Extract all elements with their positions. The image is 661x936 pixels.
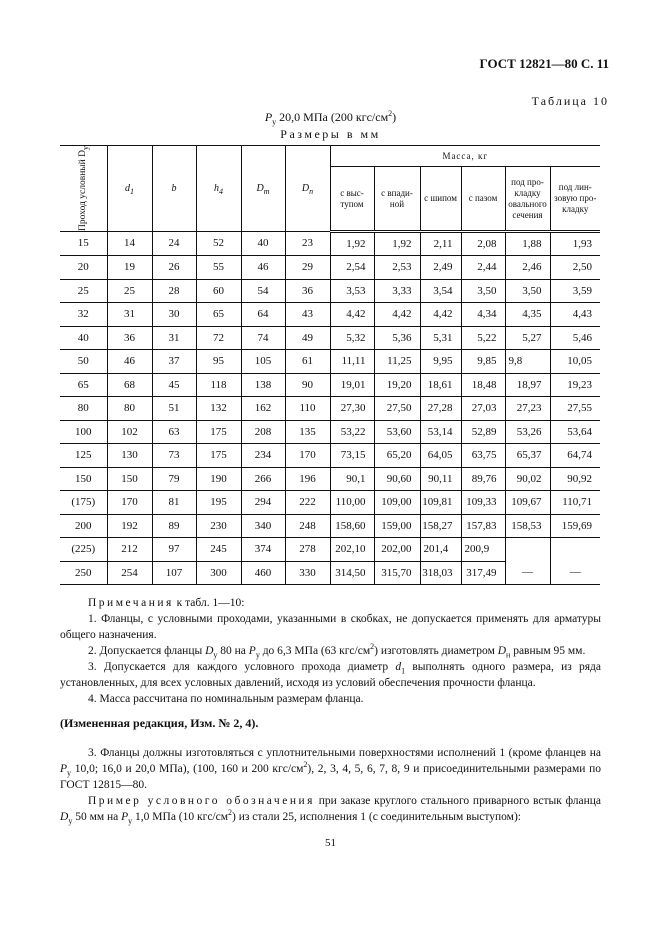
table-cell: 52 xyxy=(196,231,241,256)
table-cell: 26 xyxy=(152,256,196,280)
table-cell: 248 xyxy=(285,514,330,538)
table-cell: 2,53 xyxy=(374,256,420,280)
amendment-note: (Измененная редакция, Изм. № 2, 4). xyxy=(60,716,259,731)
table-cell: 196 xyxy=(285,467,330,491)
table-cell: 43 xyxy=(285,303,330,327)
table-cell: 105 xyxy=(241,350,285,374)
table-cell: 61 xyxy=(285,350,330,374)
table-cell: 27,50 xyxy=(374,397,420,421)
table-row xyxy=(60,279,600,303)
table-cell: 2,54 xyxy=(330,256,374,280)
header-dm: $D_m$ xyxy=(241,146,285,232)
table-cell: 4,42 xyxy=(374,303,420,327)
table-cell: 245 xyxy=(196,538,241,562)
table-cell: 80 xyxy=(60,397,107,421)
table-cell: 5,27 xyxy=(505,326,550,350)
table-cell: 25 xyxy=(107,279,152,303)
table-cell: 30 xyxy=(152,303,196,327)
header-b: b xyxy=(152,146,196,232)
table-cell: 317,49 xyxy=(461,561,505,585)
table-cell: 60 xyxy=(196,279,241,303)
table-cell: (225) xyxy=(60,538,107,562)
table-cell: 45 xyxy=(152,373,196,397)
table-cell: 135 xyxy=(285,420,330,444)
table-cell: 89,76 xyxy=(461,467,505,491)
pressure-symbol: P xyxy=(264,110,273,124)
table-cell: 125 xyxy=(60,444,107,468)
pressure-sub: y xyxy=(272,117,277,127)
table-cell: 53,14 xyxy=(420,420,461,444)
table-cell: 250 xyxy=(60,561,107,585)
table-cell: 109,00 xyxy=(374,491,420,515)
table-cell: 294 xyxy=(241,491,285,515)
pressure-sup: 2 xyxy=(388,109,393,118)
table-cell: 1,92 xyxy=(374,231,420,256)
merged-dash-cell: — xyxy=(505,538,550,585)
table-cell: 64,05 xyxy=(420,444,461,468)
table-cell: 3,33 xyxy=(374,279,420,303)
table-cell: 175 xyxy=(196,444,241,468)
table-cell: 3,50 xyxy=(505,279,550,303)
table-cell: 158,27 xyxy=(420,514,461,538)
table-row xyxy=(60,256,600,280)
table-cell: 18,48 xyxy=(461,373,505,397)
table-cell: 315,70 xyxy=(374,561,420,585)
table-cell: 109,67 xyxy=(505,491,550,515)
table-cell: 14 xyxy=(107,231,152,256)
table-cell: 90,1 xyxy=(330,467,374,491)
table-cell: 37 xyxy=(152,350,196,374)
table-cell: 3,50 xyxy=(461,279,505,303)
table-cell: 19,01 xyxy=(330,373,374,397)
table-row xyxy=(60,397,600,421)
table-cell: 24 xyxy=(152,231,196,256)
table-cell: 5,46 xyxy=(550,326,600,350)
table-row xyxy=(60,350,600,374)
table-cell: 1,93 xyxy=(550,231,600,256)
table-cell: 49 xyxy=(285,326,330,350)
table-cell: 150 xyxy=(60,467,107,491)
table-cell: 201,4 xyxy=(420,538,461,562)
table-cell: 330 xyxy=(285,561,330,585)
table-cell: 192 xyxy=(107,514,152,538)
table-cell: 118 xyxy=(196,373,241,397)
table-cell: 46 xyxy=(107,350,152,374)
table-label: Таблица 10 xyxy=(531,94,609,108)
header-mass-col: с впади-ной xyxy=(374,167,420,232)
table-cell: 102 xyxy=(107,420,152,444)
table-row xyxy=(60,514,600,538)
table-cell: 1,92 xyxy=(330,231,374,256)
table-cell: 162 xyxy=(241,397,285,421)
table-cell: 9,8 xyxy=(505,350,550,374)
table-cell: 32 xyxy=(60,303,107,327)
table-cell: 27,23 xyxy=(505,397,550,421)
table-cell: 53,26 xyxy=(505,420,550,444)
table-cell: 3,59 xyxy=(550,279,600,303)
table-cell: 5,32 xyxy=(330,326,374,350)
table-cell: 36 xyxy=(107,326,152,350)
note-4: 4. Масса рассчитана по номинальным размерам фланца. xyxy=(88,693,364,706)
table-cell: 74 xyxy=(241,326,285,350)
table-cell: 150 xyxy=(107,467,152,491)
table-cell: 63,75 xyxy=(461,444,505,468)
table-cell: 65 xyxy=(196,303,241,327)
table-row xyxy=(60,444,600,468)
table-cell: 97 xyxy=(152,538,196,562)
table-cell: 53,22 xyxy=(330,420,374,444)
header-dn: $D_n$ xyxy=(285,146,330,232)
table-cell: 19,23 xyxy=(550,373,600,397)
table-cell: 202,10 xyxy=(330,538,374,562)
table-cell: 110,71 xyxy=(550,491,600,515)
notes-title-rest: к табл. 1—10: xyxy=(173,597,245,610)
table-cell: 52,89 xyxy=(461,420,505,444)
table-cell: 109,81 xyxy=(420,491,461,515)
table-cell: 3,53 xyxy=(330,279,374,303)
table-cell: 72 xyxy=(196,326,241,350)
header-h4: $h_4$ xyxy=(196,146,241,232)
table-row xyxy=(60,231,600,256)
table-cell: 53,60 xyxy=(374,420,420,444)
table-cell: 65,20 xyxy=(374,444,420,468)
table-cell: 4,35 xyxy=(505,303,550,327)
merged-dash-cell: — xyxy=(550,538,600,585)
table-cell: 90,02 xyxy=(505,467,550,491)
table-cell: 2,44 xyxy=(461,256,505,280)
table-cell: 4,34 xyxy=(461,303,505,327)
main-text xyxy=(60,745,601,825)
table-row xyxy=(60,491,600,515)
table-row xyxy=(60,303,600,327)
notes-title: Примечания xyxy=(88,597,174,610)
table-cell: 25 xyxy=(60,279,107,303)
table-cell: 19,20 xyxy=(374,373,420,397)
table-cell: 29 xyxy=(285,256,330,280)
table-cell: 175 xyxy=(196,420,241,444)
table-cell: 11,11 xyxy=(330,350,374,374)
paragraph-3: 3. Фланцы должны изготовляться с уплотнительными поверхностями исполнений 1 (кроме фланцев на $P_y$ 10,0; 16,0 и 20,0 МПа), (100, 160 и 200 кгс/$см^2$), 2, 3, 4, 5, 6, 7, 8, 9 и присоединительными размерами по ГОСТ 12815—80. xyxy=(60,747,601,792)
table-cell: 314,50 xyxy=(330,561,374,585)
table-cell: 212 xyxy=(107,538,152,562)
table-row xyxy=(60,538,600,562)
table-cell: 31 xyxy=(107,303,152,327)
table-cell: 64,74 xyxy=(550,444,600,468)
table-cell: 90,92 xyxy=(550,467,600,491)
table-cell: 73 xyxy=(152,444,196,468)
table-cell: 190 xyxy=(196,467,241,491)
table-cell: 51 xyxy=(152,397,196,421)
table-cell: 2,49 xyxy=(420,256,461,280)
table-row xyxy=(60,373,600,397)
table-cell: 46 xyxy=(241,256,285,280)
header-dy: Проход условный $D_y$ xyxy=(60,146,107,232)
table-cell: 63 xyxy=(152,420,196,444)
table-units-caption: Размеры в мм xyxy=(280,127,381,141)
table-cell: 27,30 xyxy=(330,397,374,421)
table-cell: 2,50 xyxy=(550,256,600,280)
table-cell: 200 xyxy=(60,514,107,538)
table-cell: 1,88 xyxy=(505,231,550,256)
table-cell: 374 xyxy=(241,538,285,562)
table-cell: 195 xyxy=(196,491,241,515)
table-cell: 208 xyxy=(241,420,285,444)
table-cell: 340 xyxy=(241,514,285,538)
table-cell: 27,55 xyxy=(550,397,600,421)
table-cell: 4,42 xyxy=(330,303,374,327)
notes xyxy=(60,595,601,731)
table-cell: 100 xyxy=(60,420,107,444)
table-cell: 158,60 xyxy=(330,514,374,538)
table-cell: 300 xyxy=(196,561,241,585)
table-cell: 157,83 xyxy=(461,514,505,538)
table-cell: 18,97 xyxy=(505,373,550,397)
table-cell: 53,64 xyxy=(550,420,600,444)
table-cell: 73,15 xyxy=(330,444,374,468)
note-3: 3. Допускается для каждого условного прохода диаметр $d_1$ выполнять одного размера, из ряда установленных, для всех условных давлений, исходя из условий обеспечения прочности фланца. xyxy=(60,661,601,690)
table-cell: 27,28 xyxy=(420,397,461,421)
table-cell: 159,69 xyxy=(550,514,600,538)
pressure-close: ) xyxy=(392,110,397,124)
table-cell: 89 xyxy=(152,514,196,538)
table-cell: 110,00 xyxy=(330,491,374,515)
table-cell: 20 xyxy=(60,256,107,280)
table-cell: 107 xyxy=(152,561,196,585)
header-mass-col: с выс-тупом xyxy=(330,167,374,232)
page-body xyxy=(60,145,601,849)
table-cell: 5,22 xyxy=(461,326,505,350)
header-mass-col: с шипом xyxy=(420,167,461,232)
table-row xyxy=(60,420,600,444)
pressure-text: 20,0 МПа (200 кгс/см xyxy=(276,110,389,124)
header-mass-col: под лин-зовую про-кладку xyxy=(550,167,600,232)
table-cell: 234 xyxy=(241,444,285,468)
table-cell: 2,46 xyxy=(505,256,550,280)
table-cell: 40 xyxy=(60,326,107,350)
designation-example: Пример условного обозначения при заказе круглого стального приварного встык фланца $D_y$ 50 мм на $P_y$ 1,0 МПа (10 кгс/$см^2$) из стали 25, исполнения 1 (с соединительным выступом): xyxy=(60,795,601,826)
table-cell: 4,43 xyxy=(550,303,600,327)
table-cell: 460 xyxy=(241,561,285,585)
table-cell: (175) xyxy=(60,491,107,515)
table-cell: 81 xyxy=(152,491,196,515)
table-cell: 9,85 xyxy=(461,350,505,374)
table-cell: 202,00 xyxy=(374,538,420,562)
table-cell: 9,95 xyxy=(420,350,461,374)
table-row xyxy=(60,467,600,491)
table-cell: 40 xyxy=(241,231,285,256)
table-cell: 31 xyxy=(152,326,196,350)
table-cell: 54 xyxy=(241,279,285,303)
table-cell: 36 xyxy=(285,279,330,303)
table-cell: 3,54 xyxy=(420,279,461,303)
table-cell: 80 xyxy=(107,397,152,421)
table-cell: 65 xyxy=(60,373,107,397)
table-cell: 2,11 xyxy=(420,231,461,256)
table-cell: 230 xyxy=(196,514,241,538)
table-cell: 266 xyxy=(241,467,285,491)
header-mass-col: под про-кладку овального сечения xyxy=(505,167,550,232)
table-cell: 138 xyxy=(241,373,285,397)
table-cell: 159,00 xyxy=(374,514,420,538)
note-1: 1. Фланцы, с условными проходами, указанными в скобках, не допускается применять для арматуры общего назначения. xyxy=(60,613,601,642)
table-cell: 158,53 xyxy=(505,514,550,538)
document-header: ГОСТ 12821—80 С. 11 xyxy=(479,56,609,71)
table-cell: 90 xyxy=(285,373,330,397)
table-cell: 68 xyxy=(107,373,152,397)
table-cell: 50 xyxy=(60,350,107,374)
table-cell: 27,03 xyxy=(461,397,505,421)
table-cell: 4,42 xyxy=(420,303,461,327)
table-pressure-caption xyxy=(265,110,396,125)
table-cell: 23 xyxy=(285,231,330,256)
table-cell: 64 xyxy=(241,303,285,327)
table-cell: 132 xyxy=(196,397,241,421)
page-number: 51 xyxy=(325,837,336,850)
table-cell: 65,37 xyxy=(505,444,550,468)
header-mass: Масса, кг xyxy=(330,146,600,167)
table-cell: 19 xyxy=(107,256,152,280)
table-cell: 278 xyxy=(285,538,330,562)
table-cell: 95 xyxy=(196,350,241,374)
flange-dimensions-table xyxy=(60,145,600,585)
table-cell: 110 xyxy=(285,397,330,421)
table-cell: 170 xyxy=(107,491,152,515)
table-cell: 11,25 xyxy=(374,350,420,374)
table-cell: 79 xyxy=(152,467,196,491)
table-cell: 109,33 xyxy=(461,491,505,515)
table-cell: 222 xyxy=(285,491,330,515)
table-cell: 170 xyxy=(285,444,330,468)
header-d1: $d_1$ xyxy=(107,146,152,232)
table-cell: 15 xyxy=(60,231,107,256)
table-cell: 90,60 xyxy=(374,467,420,491)
table-cell: 254 xyxy=(107,561,152,585)
table-cell: 200,9 xyxy=(461,538,505,562)
table-cell: 5,36 xyxy=(374,326,420,350)
table-cell: 90,11 xyxy=(420,467,461,491)
header-mass-col: с пазом xyxy=(461,167,505,232)
table-cell: 18,61 xyxy=(420,373,461,397)
table-cell: 2,08 xyxy=(461,231,505,256)
table-cell: 318,03 xyxy=(420,561,461,585)
note-2: 2. Допускается фланцы $D_y$ 80 на $P_y$ до 6,3 МПа (63 кгс/$см^2$) изготовлять диаметром $D_н$ равным 95 мм. xyxy=(88,642,586,660)
table-row xyxy=(60,326,600,350)
table-cell: 28 xyxy=(152,279,196,303)
table-cell: 130 xyxy=(107,444,152,468)
table-cell: 5,31 xyxy=(420,326,461,350)
table-cell: 10,05 xyxy=(550,350,600,374)
table-cell: 55 xyxy=(196,256,241,280)
